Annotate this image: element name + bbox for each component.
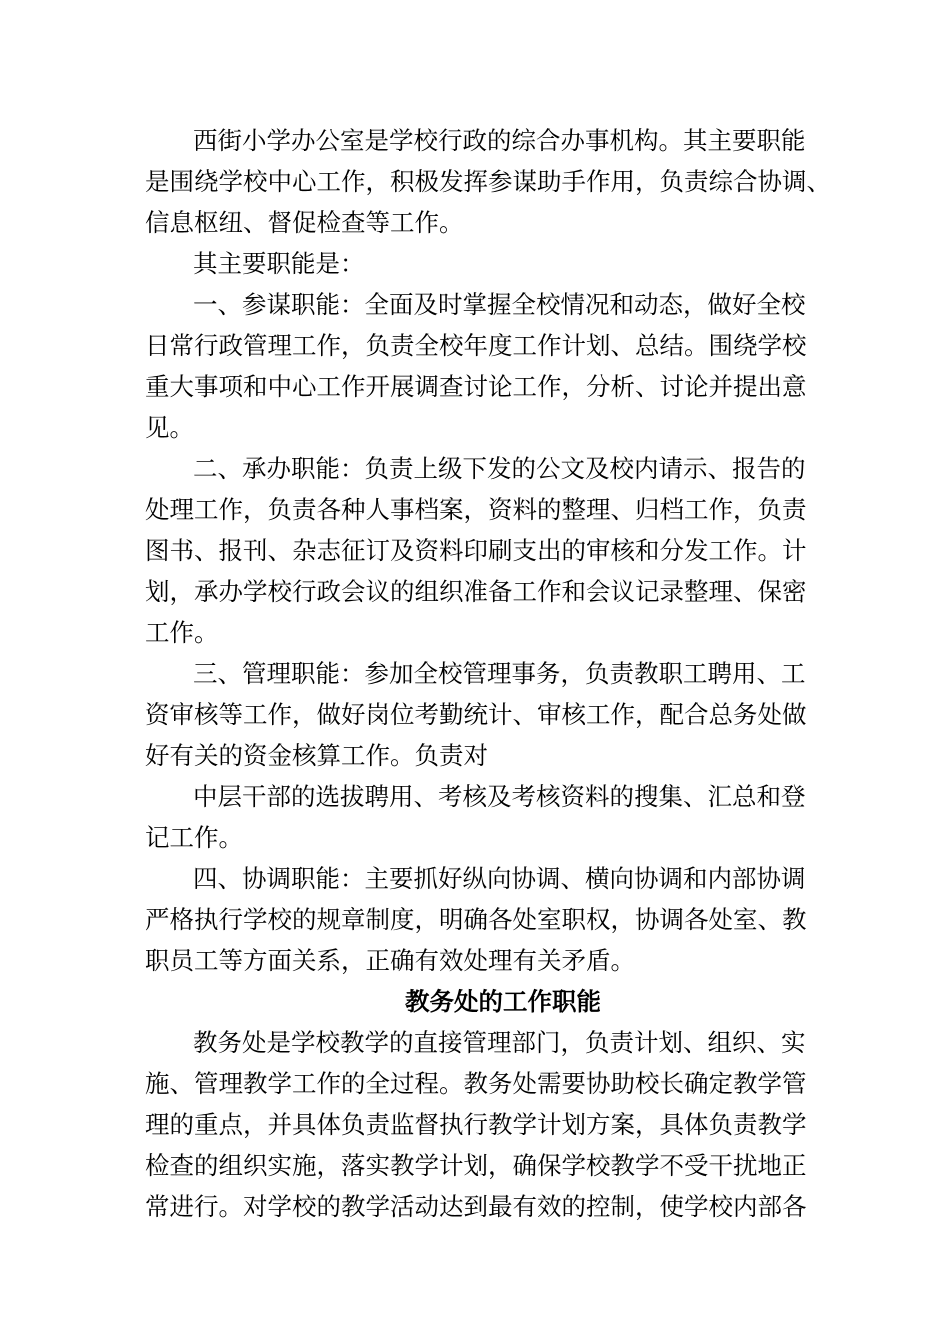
paragraph-line: 工作。 [145, 618, 219, 647]
paragraph-line: 三、管理职能：参加全校管理事务，负责教职工聘用、工 [193, 659, 806, 688]
paragraph-line: 信息枢纽、督促检查等工作。 [145, 208, 464, 237]
paragraph-line: 职员工等方面关系，正确有效处理有关矛盾。 [145, 946, 635, 975]
paragraph-line: 四、协调职能：主要抓好纵向协调、横向协调和内部协调 [193, 864, 806, 893]
paragraph-line: 重大事项和中心工作开展调查讨论工作，分析、讨论并提出意 [145, 372, 807, 401]
paragraph-line: 是围绕学校中心工作，积极发挥参谋助手作用，负责综合协调、 [145, 167, 831, 196]
paragraph-line: 划，承办学校行政会议的组织准备工作和会议记录整理、保密 [145, 577, 807, 606]
paragraph-line: 理的重点，并具体负责监督执行教学计划方案，具体负责教学 [145, 1110, 807, 1139]
paragraph-line: 见。 [145, 413, 194, 442]
paragraph-line: 记工作。 [145, 823, 243, 852]
paragraph-line: 二、承办职能：负责上级下发的公文及校内请示、报告的 [193, 454, 806, 483]
functions-lead: 其主要职能是： [193, 249, 365, 278]
paragraph-line: 好有关的资金核算工作。负责对 [145, 741, 488, 770]
paragraph-line: 资审核等工作，做好岗位考勤统计、审核工作，配合总务处做 [145, 700, 807, 729]
paragraph-line: 中层干部的选拔聘用、考核及考核资料的搜集、汇总和登 [193, 782, 806, 811]
paragraph-line: 西街小学办公室是学校行政的综合办事机构。其主要职能 [193, 126, 806, 155]
paragraph-line: 图书、报刊、杂志征订及资料印刷支出的审核和分发工作。计 [145, 536, 807, 565]
paragraph-line: 常进行。对学校的教学活动达到最有效的控制，使学校内部各 [145, 1192, 807, 1221]
paragraph-line: 日常行政管理工作，负责全校年度工作计划、总结。围绕学校 [145, 331, 807, 360]
section-heading: 教务处的工作职能 [405, 987, 601, 1016]
paragraph-line: 施、管理教学工作的全过程。教务处需要协助校长确定教学管 [145, 1069, 807, 1098]
paragraph-line: 一、参谋职能：全面及时掌握全校情况和动态，做好全校 [193, 290, 806, 319]
paragraph-line: 严格执行学校的规章制度，明确各处室职权，协调各处室、教 [145, 905, 807, 934]
paragraph-line: 处理工作，负责各种人事档案，资料的整理、归档工作，负责 [145, 495, 807, 524]
paragraph-line: 检查的组织实施，落实教学计划，确保学校教学不受干扰地正 [145, 1151, 807, 1180]
paragraph-line: 教务处是学校教学的直接管理部门，负责计划、组织、实 [193, 1028, 806, 1057]
